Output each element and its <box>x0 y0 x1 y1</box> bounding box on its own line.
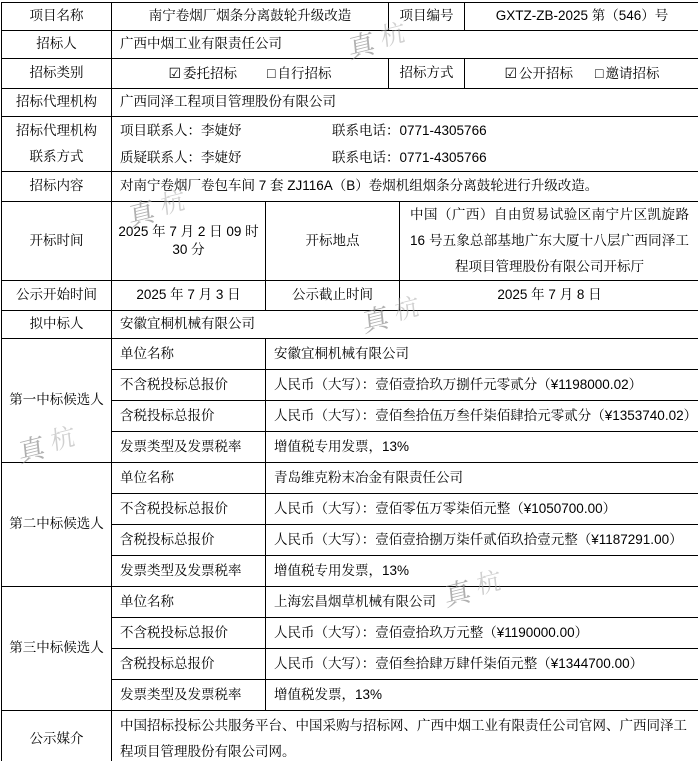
agency-label: 招标代理机构 <box>2 89 112 117</box>
watermark-char-secondary: 杭 <box>379 18 407 53</box>
project-no-value: GXTZ-ZB-2025 第（546）号 <box>465 3 698 31</box>
checkbox-unchecked-icon: □ <box>267 64 276 81</box>
field-value: 增值税专用发票，13% <box>266 432 698 463</box>
query-contact-person: 质疑联系人：李婕妤 <box>120 150 242 165</box>
field-label: 含税投标总报价 <box>112 401 266 432</box>
publicity-start-label: 公示开始时间 <box>2 281 112 311</box>
field-value: 青岛维克粉末冶金有限责任公司 <box>266 463 698 494</box>
option-open-tender <box>504 64 573 83</box>
candidate-2-label: 第二中标候选人 <box>2 463 112 587</box>
field-value: 增值税专用发票，13% <box>266 556 698 587</box>
watermark-char-primary: 真 <box>17 431 47 469</box>
tenderer-value: 广西中烟工业有限责任公司 <box>112 31 698 59</box>
proposed-winner-label: 拟中标人 <box>2 311 112 339</box>
option-entrusted-tender <box>168 64 237 83</box>
tender-method-options <box>465 59 698 89</box>
media-value: 中国招标投标公共服务平台、中国采购与招标网、广西中烟工业有限责任公司官网、广西同泽工程项目管理股份有限公司网。 <box>112 711 698 761</box>
field-label: 含税投标总报价 <box>112 649 266 680</box>
candidate-1-label: 第一中标候选人 <box>2 339 112 463</box>
publicity-start-value: 2025 年 7 月 3 日 <box>112 281 266 311</box>
agency-contact-value <box>112 117 698 172</box>
checkbox-checked-icon: ☑ <box>504 64 518 81</box>
watermark-char-primary: 真 <box>347 27 377 65</box>
project-contact-person: 项目联系人：李婕妤 <box>120 123 242 138</box>
field-value: 人民币（大写）：壹佰壹拾玖万元整（¥1190000.00） <box>266 618 698 649</box>
tender-announcement-table <box>1 2 698 761</box>
option-label: 自行招标 <box>277 65 332 81</box>
project-name-value: 南宁卷烟厂烟条分离鼓轮升级改造 <box>112 3 389 31</box>
opening-time-value: 2025 年 7 月 2 日 09 时 30 分 <box>112 202 266 281</box>
field-label: 发票类型及发票税率 <box>112 432 266 463</box>
field-value: 人民币（大写）：壹佰壹拾玖万捌仟元零贰分（¥1198000.02） <box>266 370 698 401</box>
opening-place-label: 开标地点 <box>266 202 400 281</box>
option-label: 委托招标 <box>183 65 238 81</box>
proposed-winner-value: 安徽宜桐机械有限公司 <box>112 311 698 339</box>
watermark-char-secondary: 杭 <box>475 566 503 601</box>
field-value: 上海宏昌烟草机械有限公司 <box>266 587 698 618</box>
field-label: 单位名称 <box>112 463 266 494</box>
field-value: 人民币（大写）：壹佰叁拾伍万叁仟柒佰肆拾元零贰分（¥1353740.02） <box>266 401 698 432</box>
option-label: 公开招标 <box>519 65 574 81</box>
tender-content-value: 对南宁卷烟厂卷包车间 7 套 ZJ116A（B）卷烟机组烟条分离鼓轮进行升级改造。 <box>112 172 698 202</box>
watermark-char-secondary: 杭 <box>159 186 187 221</box>
field-label: 发票类型及发票税率 <box>112 556 266 587</box>
field-value: 增值税发票，13% <box>266 680 698 711</box>
agency-contact-label <box>2 117 112 172</box>
checkbox-checked-icon: ☑ <box>168 64 182 81</box>
field-value: 人民币（大写）：壹佰叁拾肆万肆仟柒佰元整（¥1344700.00） <box>266 649 698 680</box>
field-label: 发票类型及发票税率 <box>112 680 266 711</box>
candidate-3-label: 第三中标候选人 <box>2 587 112 711</box>
watermark-char-primary: 真 <box>127 195 157 233</box>
tenderer-label: 招标人 <box>2 31 112 59</box>
option-self-tender <box>267 64 331 83</box>
media-label: 公示媒介 <box>2 711 112 761</box>
field-label: 含税投标总报价 <box>112 525 266 556</box>
option-invited-tender <box>595 64 659 83</box>
option-label: 邀请招标 <box>605 65 660 81</box>
project-no-label: 项目编号 <box>389 3 465 31</box>
publicity-end-label: 公示截止时间 <box>266 281 400 311</box>
tender-category-options <box>112 59 389 89</box>
field-label: 单位名称 <box>112 587 266 618</box>
opening-place-value: 中国（广西）自由贸易试验区南宁片区凯旋路 16 号五象总部基地广东大厦十八层广西同泽工程项目管理股份有限公司开标厅 <box>400 202 698 281</box>
field-value: 人民币（大写）：壹佰零伍万零柒佰元整（¥1050700.00） <box>266 494 698 525</box>
agency-contact-label-line2: 联系方式 <box>29 149 84 164</box>
query-contact-phone: 联系电话：0771-4305766 <box>332 150 487 165</box>
project-contact-phone: 联系电话：0771-4305766 <box>332 123 487 138</box>
agency-value: 广西同泽工程项目管理股份有限公司 <box>112 89 698 117</box>
agency-contact-label-line1: 招标代理机构 <box>16 123 97 138</box>
watermark-char-secondary: 杭 <box>393 292 421 327</box>
watermark-char-primary: 真 <box>361 301 391 339</box>
field-value: 安徽宜桐机械有限公司 <box>266 339 698 370</box>
tender-content-label: 招标内容 <box>2 172 112 202</box>
watermark-char-secondary: 杭 <box>49 422 77 457</box>
field-value: 人民币（大写）：壹佰壹拾捌万柒仟贰佰玖拾壹元整（¥1187291.00） <box>266 525 698 556</box>
field-label: 不含税投标总报价 <box>112 370 266 401</box>
tender-category-label: 招标类别 <box>2 59 112 89</box>
publicity-end-value: 2025 年 7 月 8 日 <box>400 281 698 311</box>
tender-method-label: 招标方式 <box>389 59 465 89</box>
project-name-label: 项目名称 <box>2 3 112 31</box>
field-label: 不含税投标总报价 <box>112 618 266 649</box>
field-label: 不含税投标总报价 <box>112 494 266 525</box>
opening-time-label: 开标时间 <box>2 202 112 281</box>
field-label: 单位名称 <box>112 339 266 370</box>
checkbox-unchecked-icon: □ <box>595 64 604 81</box>
watermark-char-primary: 真 <box>443 575 473 613</box>
